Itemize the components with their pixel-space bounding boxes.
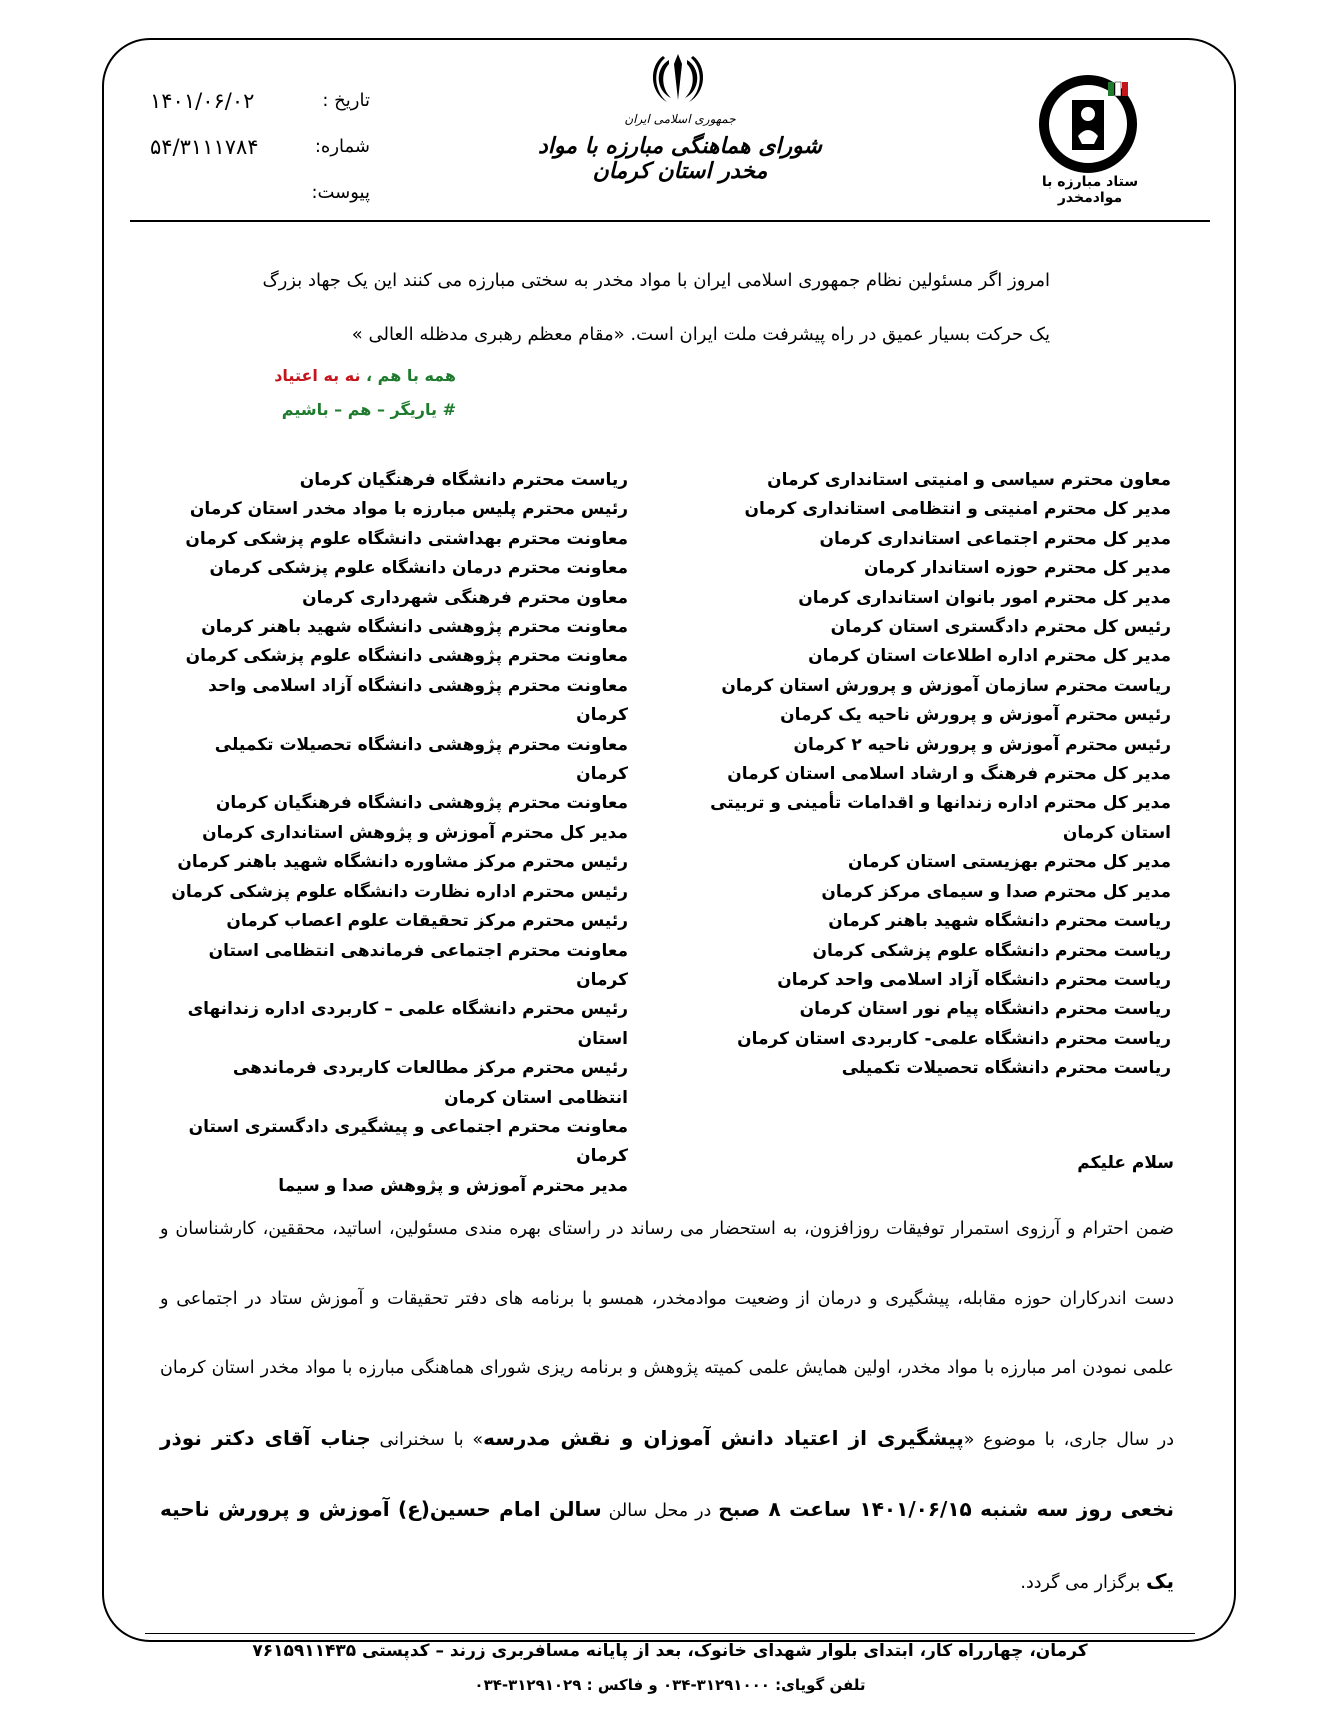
body-text-3: در محل سالن bbox=[601, 1501, 719, 1521]
leader-quote-line-1: امروز اگر مسئولین نظام جمهوری اسلامی ایران با مواد مخدر به سختی مبارزه می کنند این یک جهاد بزرگ bbox=[262, 270, 1050, 291]
slogan-1-part-2: نه به اعتیاد bbox=[274, 366, 361, 385]
recipient-left-8: معاونت محترم پژوهشی دانشگاه آزاد اسلامی واحد کرمان bbox=[208, 675, 628, 726]
recipient-left-17: رئیس محترم مرکز مطالعات کاربردی فرماندهی انتظامی استان کرمان bbox=[232, 1058, 628, 1108]
recipient-left-4: معاونت محترم درمان دانشگاه علوم پزشکی کرمان bbox=[209, 558, 628, 579]
recipient-left-9: معاونت محترم پژوهشی دانشگاه تحصیلات تکمیلی کرمان bbox=[214, 734, 628, 785]
republic-text: جمهوری اسلامی ایران bbox=[624, 112, 736, 126]
recipient-left-5: معاون محترم فرهنگی شهرداری کرمان bbox=[302, 587, 628, 608]
iran-emblem-icon bbox=[647, 50, 709, 108]
recipient-right-19: ریاست محترم دانشگاه علمی- کاربردی استان کرمان bbox=[737, 1028, 1171, 1049]
recipient-left-11: مدیر کل محترم آموزش و پژوهش استانداری کرمان bbox=[202, 822, 628, 843]
slogan-2: # یاریگر – هم – باشیم bbox=[281, 400, 456, 419]
recipient-left-1: ریاست محترم دانشگاه فرهنگیان کرمان bbox=[299, 470, 628, 490]
letter-body bbox=[160, 1195, 1174, 1618]
body-speaker-date: جناب آقای دکتر نوذر نخعی روز سه شنبه ۱۴۰۱/۰۶/۱۵ ساعت ۸ صبح bbox=[160, 1425, 1175, 1521]
council-header bbox=[520, 112, 840, 184]
recipient-right-1: معاون محترم سیاسی و امنیتی استانداری کرمان bbox=[767, 470, 1171, 490]
attachment-label: پیوست: bbox=[311, 182, 370, 203]
recipient-right-13: مدیر کل محترم بهزیستی استان کرمان bbox=[848, 852, 1171, 873]
letter-meta bbox=[140, 78, 370, 216]
recipient-left-15: معاونت محترم اجتماعی فرماندهی انتظامی استان کرمان bbox=[208, 940, 628, 990]
recipient-right-5: مدیر کل محترم امور بانوان استانداری کرمان bbox=[798, 587, 1171, 608]
recipient-left-3: معاونت محترم بهداشتی دانشگاه علوم پزشکی کرمان bbox=[185, 528, 628, 549]
body-topic: پیشگیری از اعتیاد دانش آموزان و نقش مدرسه bbox=[483, 1425, 964, 1450]
recipient-right-16: ریاست محترم دانشگاه علوم پزشکی کرمان bbox=[812, 940, 1171, 961]
date-row bbox=[140, 78, 370, 124]
recipient-right-6: رئیس کل محترم دادگستری استان کرمان bbox=[830, 617, 1171, 638]
recipient-left-18: معاونت محترم اجتماعی و پیشگیری دادگستری استان کرمان bbox=[188, 1116, 628, 1167]
recipient-left-13: رئیس محترم اداره نظارت دانشگاه علوم پزشکی کرمان bbox=[171, 881, 628, 902]
recipient-right-10: رئیس محترم آموزش و پرورش ناحیه ۲ کرمان bbox=[793, 734, 1171, 755]
recipient-left-19: مدیر محترم آموزش و پژوهش صدا و سیما bbox=[278, 1175, 628, 1196]
greeting: سلام علیکم bbox=[1077, 1153, 1174, 1173]
recipient-right-11: مدیر کل محترم فرهنگ و ارشاد اسلامی استان کرمان bbox=[727, 764, 1171, 785]
number-value: ۵۴/۳۱۱۱۷۸۴ bbox=[150, 135, 259, 159]
council-title: شورای هماهنگی مبارزه با مواد مخدر استان کرمان bbox=[538, 134, 822, 184]
recipient-right-15: ریاست محترم دانشگاه شهید باهنر کرمان bbox=[828, 911, 1171, 932]
slogan-1 bbox=[274, 366, 456, 385]
recipient-left-14: رئیس محترم مرکز تحقیقات علوم اعصاب کرمان bbox=[226, 911, 628, 932]
recipient-left-12: رئیس محترم مرکز مشاوره دانشگاه شهید باهنر کرمان bbox=[177, 852, 628, 873]
number-label: شماره: bbox=[314, 136, 370, 157]
recipients-left-column bbox=[160, 466, 628, 1201]
body-text-2: » با سخنرانی bbox=[370, 1429, 484, 1450]
recipient-left-10: معاونت محترم پژوهشی دانشگاه فرهنگیان کرمان bbox=[215, 793, 628, 814]
footer-address: کرمان، چهارراه کار، ابتدای بلوار شهدای خانوک، بعد از پایانه مسافربری زرند – کدپستی ۷۶۱۵۹۱۱۴۳۵ bbox=[252, 1641, 1088, 1661]
recipient-right-7: مدیر کل محترم اداره اطلاعات استان کرمان bbox=[808, 646, 1171, 667]
recipient-right-14: مدیر کل محترم صدا و سیمای مرکز کرمان bbox=[821, 881, 1171, 902]
footer-phones: تلفن گویای: ۳۱۲۹۱۰۰۰-۰۳۴ و فاکس : ۳۱۲۹۱۰۲۹-۰۳۴ bbox=[474, 1676, 866, 1694]
number-row bbox=[140, 124, 370, 170]
body-text-1: ضمن احترام و آرزوی استمرار توفیقات روزافزون، به استحضار می رساند در راستای بهره مندی مسئولین، اساتید، محققین، کارشناسان و دست اندرکاران حوزه مقابله، پیشگیری و درمان از وضعیت موادمخدر، همسو با برنامه های دفتر تحقیقات و آموزش ستاد در اجتماعی و علمی نمودن امر مبارزه با مواد مخدر، اولین همایش علمی کمیته پژوهش و برنامه ریزی شورای هماهنگی مبارزه با مواد مخدر استان کرمان در سال جاری، با موضوع « bbox=[160, 1219, 1174, 1450]
recipient-right-2: مدیر کل محترم امنیتی و انتظامی استانداری کرمان bbox=[744, 499, 1171, 520]
recipient-left-6: معاونت محترم پژوهشی دانشگاه شهید باهنر کرمان bbox=[201, 617, 628, 638]
date-label: تاریخ : bbox=[322, 90, 370, 111]
recipient-right-18: ریاست محترم دانشگاه پیام نور استان کرمان bbox=[799, 999, 1171, 1020]
recipient-right-3: مدیر کل محترم اجتماعی استانداری کرمان bbox=[819, 528, 1171, 549]
recipient-left-7: معاونت محترم پژوهشی دانشگاه علوم پزشکی کرمان bbox=[185, 646, 628, 667]
anti-narcotics-logo-icon bbox=[1038, 74, 1138, 174]
recipients-right-column bbox=[695, 466, 1171, 1084]
recipient-right-4: مدیر کل محترم حوزه استاندار کرمان bbox=[863, 558, 1171, 579]
date-value: ۱۴۰۱/۰۶/۰۲ bbox=[150, 89, 255, 113]
body-venue: سالن امام حسین(ع) آموزش و پرورش ناحیه یک bbox=[160, 1497, 1174, 1593]
recipient-right-17: ریاست محترم دانشگاه آزاد اسلامی واحد کرمان bbox=[777, 969, 1171, 990]
recipient-right-12: مدیر کل محترم اداره زندانها و اقدامات تأمینی و تربیتی استان کرمان bbox=[710, 793, 1171, 843]
recipient-right-8: ریاست محترم سازمان آموزش و پرورش استان کرمان bbox=[721, 675, 1171, 696]
leader-quote-line-2: یک حرکت بسیار عمیق در راه پیشرفت ملت ایران است. «مقام معظم رهبری مدظله العالی » bbox=[351, 324, 1050, 345]
recipient-right-20: ریاست محترم دانشگاه تحصیلات تکمیلی bbox=[841, 1058, 1171, 1079]
header-divider bbox=[130, 220, 1210, 222]
body-text-4: برگزار می گردد. bbox=[1020, 1572, 1146, 1593]
footer-divider bbox=[145, 1633, 1195, 1634]
recipient-right-9: رئیس محترم آموزش و پرورش ناحیه یک کرمان bbox=[780, 705, 1171, 726]
slogan-1-part-1: همه با هم ، bbox=[366, 366, 456, 385]
logo-caption: ستاد مبارزه با موادمخدر bbox=[1041, 174, 1139, 206]
attachment-row bbox=[140, 170, 370, 216]
recipient-left-2: رئیس محترم پلیس مبارزه با مواد مخدر استان کرمان bbox=[189, 499, 628, 520]
recipient-left-16: رئیس محترم دانشگاه علمی – کاربردی اداره زندانهای استان bbox=[187, 999, 628, 1049]
